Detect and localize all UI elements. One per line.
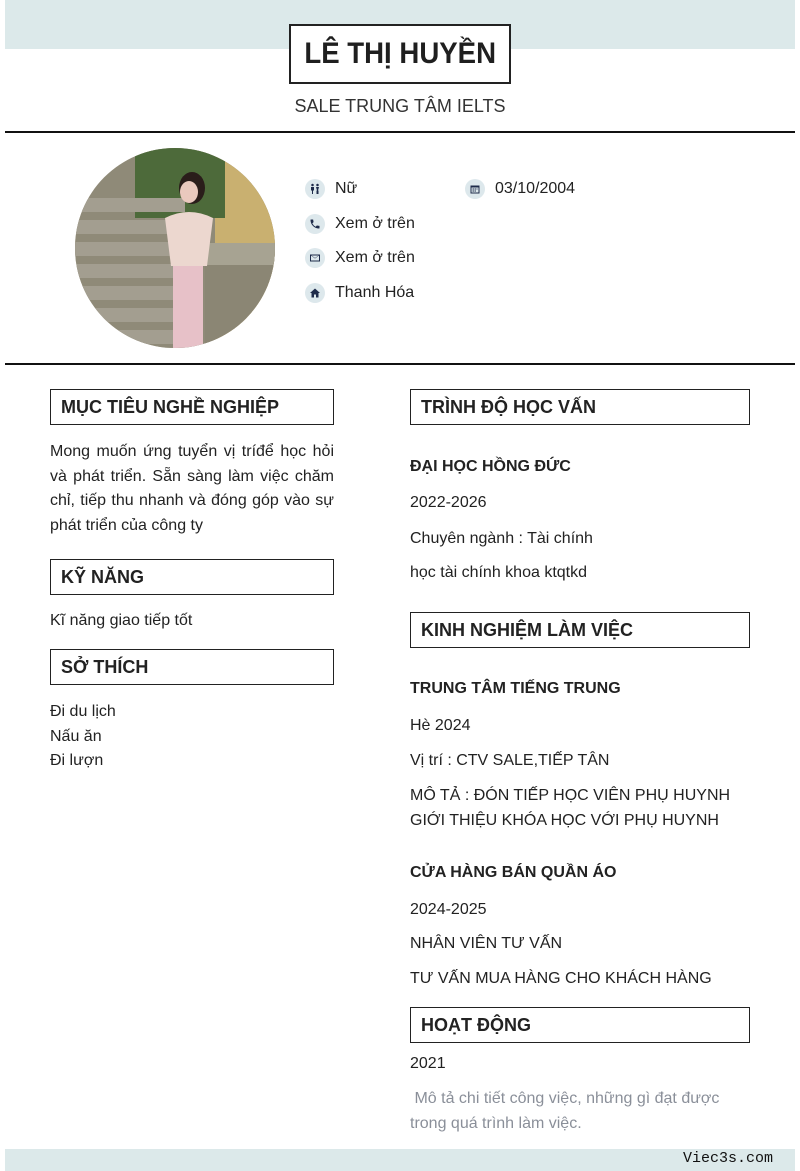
candidate-name: LÊ THỊ HUYỀN [304, 37, 496, 70]
birthday-value: 03/10/2004 [495, 180, 576, 197]
school-name: ĐẠI HỌC HỒNG ĐỨC [410, 458, 571, 475]
skill-item: Kĩ năng giao tiếp tốt [50, 612, 193, 629]
education-period: 2022-2026 [410, 494, 487, 511]
job-description: MÔ TẢ : ĐÓN TIẾP HỌC VIÊN PHỤ HUYNH GIỚI THIỆU KHÓA HỌC VỚI PHỤ HUYNH [410, 787, 731, 829]
section-title-objective: MỤC TIÊU NGHỀ NGHIỆP [50, 389, 334, 425]
job-title: SALE TRUNG TÂM IELTS [294, 96, 506, 116]
info-phone [305, 214, 415, 234]
info-birthday [465, 179, 575, 199]
hobby-item: Đi du lịch [50, 703, 116, 720]
job-company: TRUNG TÂM TIẾNG TRUNG [410, 680, 621, 697]
divider [5, 131, 795, 133]
job-period: Hè 2024 [410, 717, 471, 734]
name-box [289, 24, 511, 84]
gender-icon [305, 179, 325, 199]
info-email [305, 248, 415, 268]
objective-text: Mong muốn ứng tuyển vị tríđể học hỏi và phát triển. Sẵn sàng làm việc chăm chỉ, tiếp thu nhanh và đóng góp vào sự phát triển của công ty [50, 443, 334, 534]
section-title-activities: HOẠT ĐỘNG [410, 1007, 750, 1043]
gender-value: Nữ [335, 180, 358, 197]
footer-band [5, 1149, 795, 1171]
mail-icon [305, 248, 325, 268]
avatar-photo [75, 148, 275, 348]
job-position: NHÂN VIÊN TƯ VẤN [410, 935, 563, 952]
job-description: TƯ VẤN MUA HÀNG CHO KHÁCH HÀNG [410, 970, 712, 987]
job-period: 2024-2025 [410, 901, 487, 918]
info-address [305, 283, 414, 303]
home-icon [305, 283, 325, 303]
activity-description: Mô tả chi tiết công việc, những gì đạt được trong quá trình làm việc. [410, 1090, 724, 1132]
divider [5, 363, 795, 365]
info-gender [305, 179, 357, 199]
hobby-item: Đi lượn [50, 752, 104, 769]
job-company: CỬA HÀNG BÁN QUẦN ÁO [410, 864, 617, 881]
phone-value: Xem ở trên [335, 215, 415, 232]
phone-icon [305, 214, 325, 234]
section-title-hobbies: SỞ THÍCH [50, 649, 334, 685]
address-value: Thanh Hóa [335, 284, 415, 301]
section-title-experience: KINH NGHIỆM LÀM VIỆC [410, 612, 750, 648]
avatar [75, 148, 275, 348]
education-major: Chuyên ngành : Tài chính [410, 530, 593, 547]
section-title-skills: KỸ NĂNG [50, 559, 334, 595]
email-value: Xem ở trên [335, 249, 415, 266]
calendar-icon [465, 179, 485, 199]
section-title-education: TRÌNH ĐỘ HỌC VẤN [410, 389, 750, 425]
footer-brand[interactable]: Viec3s.com [682, 1150, 773, 1167]
hobby-item: Nấu ăn [50, 728, 102, 745]
activity-year: 2021 [410, 1055, 446, 1072]
job-position: Vị trí : CTV SALE,TIẾP TÂN [410, 752, 610, 769]
education-note: học tài chính khoa ktqtkd [410, 564, 587, 581]
